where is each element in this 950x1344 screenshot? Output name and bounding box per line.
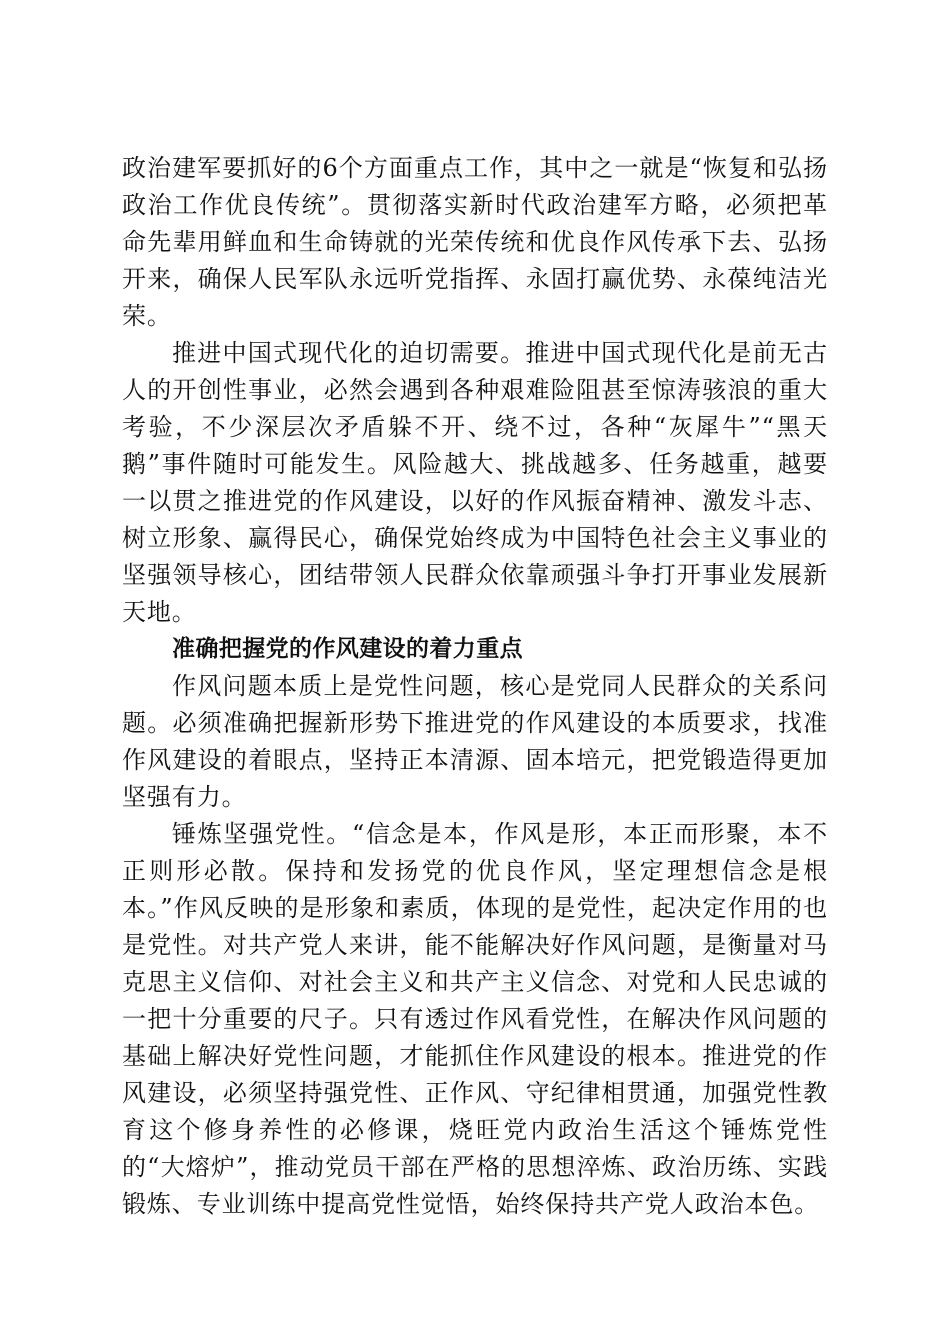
paragraph-political-army-building: 政治建军要抓好的6个方面重点工作，其中之一就是“恢复和弘扬政治工作优良传统”。贯彻落实新时代政治建军方略，必须把革命先辈用鲜血和生命铸就的光荣传统和优良作风传承下去、弘扬开来，确保人民军队永远听党指挥、永固打赢优势、永葆纯洁光荣。	[122, 154, 828, 330]
paragraph-party-spirit-essence: 作风问题本质上是党性问题，核心是党同人民群众的关系问题。必须准确把握新形势下推进党的作风建设的本质要求，找准作风建设的着眼点，坚持正本清源、固本培元，把党锻造得更加坚强有力。	[122, 672, 828, 811]
paragraph-temper-party-spirit: 锤炼坚强党性。“信念是本，作风是形，本正而形聚，本不正则形必散。保持和发扬党的优良作风，坚定理想信念是根本。”作风反映的是形象和素质，体现的是党性，起决定作用的也是党性。对共产党人来讲，能不能解决好作风问题，是衡量对马克思主义信仰、对社会主义和共产主义信念、对党和人民忠诚的一把十分重要的尺子。只有透过作风看党性，在解决作风问题的基础上解决好党性问题，才能抓住作风建设的根本。推进党的作风建设，必须坚持强党性、正作风、守纪律相贯通，加强党性教育这个修身养性的必修课，烧旺党内政治生活这个锤炼党性的“大熔炉”，推动党员干部在严格的思想淬炼、政治历练、实践锻炼、专业训练中提高党性觉悟，始终保持共产党人政治本色。	[122, 820, 828, 1218]
document-page	[122, 150, 828, 1223]
section-heading: 准确把握党的作风建设的着力重点	[172, 636, 523, 662]
paragraph-chinese-modernization: 推进中国式现代化的迫切需要。推进中国式现代化是前无古人的开创性事业，必然会遇到各种艰难险阻甚至惊涛骇浪的重大考验，不少深层次矛盾躲不开、绕不过，各种“灰犀牛”“黑天鹅”事件随时可能发生。风险越大、挑战越多、任务越重，越要一以贯之推进党的作风建设，以好的作风振奋精神、激发斗志、树立形象、赢得民心，确保党始终成为中国特色社会主义事业的坚强领导核心，团结带领人民群众依靠顽强斗争打开事业发展新天地。	[122, 339, 828, 626]
